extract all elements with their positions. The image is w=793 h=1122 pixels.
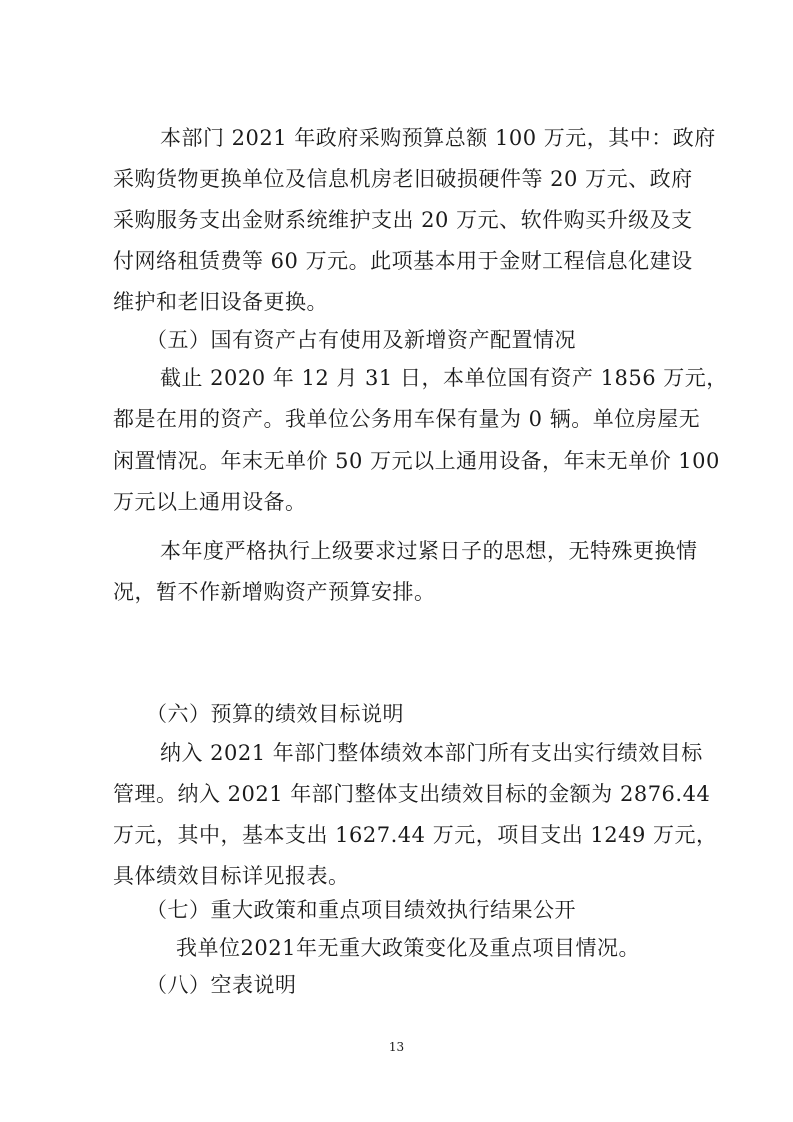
paragraph-line: 都是在用的资产。我单位公务用车保有量为 0 辆。单位房屋无 — [113, 407, 701, 431]
section-heading: （六）预算的绩效目标说明 — [146, 702, 404, 726]
section-heading: （七）重大政策和重点项目绩效执行结果公开 — [146, 898, 576, 922]
paragraph-line: 纳入 2021 年部门整体绩效本部门所有支出实行绩效目标 — [160, 741, 703, 765]
page-number: 13 — [388, 1040, 405, 1054]
paragraph-line: 付网络租赁费等 60 万元。此项基本用于金财工程信息化建设 — [113, 249, 693, 273]
paragraph-line: 采购货物更换单位及信息机房老旧破损硬件等 20 万元、政府 — [113, 167, 693, 191]
paragraph-line: 采购服务支出金财系统维护支出 20 万元、软件购买升级及支 — [113, 208, 693, 232]
paragraph-line: 维护和老旧设备更换。 — [113, 290, 328, 314]
paragraph-line: 闲置情况。年末无单价 50 万元以上通用设备，年末无单价 100 — [113, 449, 720, 473]
paragraph-line: 万元，其中，基本支出 1627.44 万元，项目支出 1249 万元， — [113, 823, 718, 847]
paragraph-line: 本部门 2021 年政府采购预算总额 100 万元，其中：政府 — [160, 126, 716, 150]
paragraph-line: 具体绩效目标详见报表。 — [113, 864, 350, 888]
paragraph-line: 万元以上通用设备。 — [113, 490, 307, 514]
paragraph-line: 截止 2020 年 12 月 31 日，本单位国有资产 1856 万元， — [160, 366, 728, 390]
paragraph-line: 本年度严格执行上级要求过紧日子的思想，无特殊更换情 — [160, 539, 698, 563]
section-heading: （八）空表说明 — [146, 973, 297, 997]
paragraph-line: 我单位2021年无重大政策变化及重点项目情况。 — [176, 936, 640, 960]
paragraph-line: 管理。纳入 2021 年部门整体支出绩效目标的金额为 2876.44 — [113, 782, 711, 806]
paragraph-line: 况，暂不作新增购资产预算安排。 — [113, 580, 436, 604]
section-heading: （五）国有资产占有使用及新增资产配置情况 — [146, 328, 576, 352]
